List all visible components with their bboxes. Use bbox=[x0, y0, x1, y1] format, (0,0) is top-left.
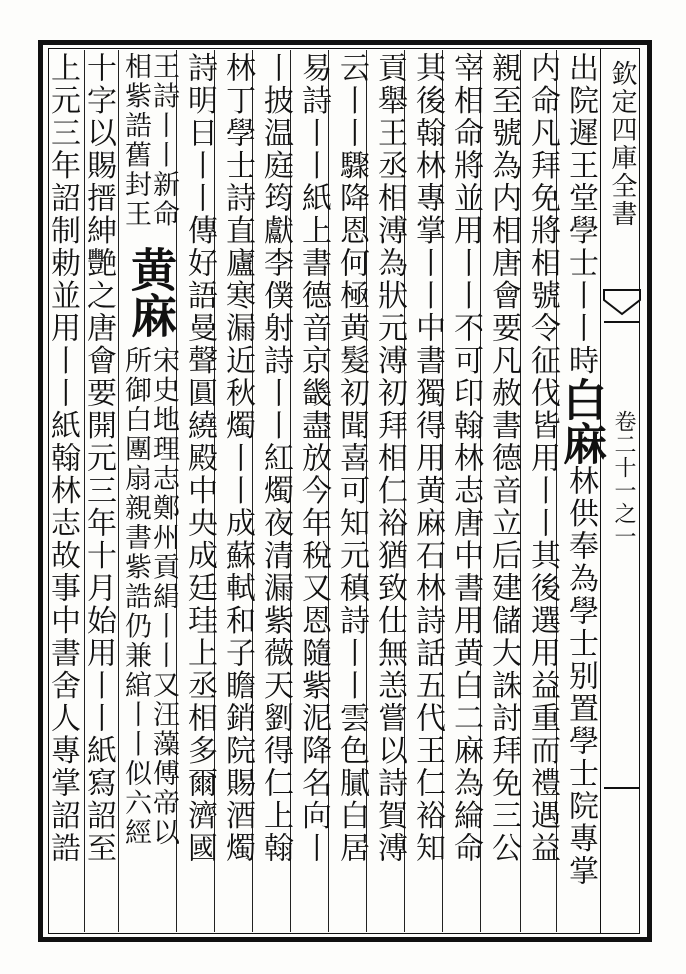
margin-book-title: 欽定四庫全書 bbox=[607, 60, 637, 228]
text-column: 王詩丨丨新命 bbox=[148, 52, 179, 229]
entry-head-word: 白麻 bbox=[555, 377, 606, 465]
margin-bottom-mark-icon bbox=[604, 784, 640, 792]
text-column: 宰相命將並用丨丨不可印翰林志唐中書用黄白二麻為綸命 bbox=[448, 52, 483, 865]
text-column: 出院遲王堂學士丨丨時白麻林供奉為學士别置學士院專掌 bbox=[555, 52, 606, 888]
text-column: 易詩丨丨紙上書德音京畿盡放今年稅又恩隨紫泥降名向丨 bbox=[296, 52, 331, 865]
text-column: 貢舉王丞相溥為狀元溥初拜相仁裕猶致仕無恙嘗以詩賀溥 bbox=[372, 52, 407, 865]
text-column: 丨披温庭筠獻李僕射詩丨丨紅燭夜清漏紫薇天劉得仁上翰 bbox=[258, 52, 293, 865]
text-column: 上元三年詔制勅並用丨丨紙翰林志故事中書舍人專掌詔誥 bbox=[45, 52, 80, 865]
text-column: 所御白團扇親書紫誥仍兼綰丨丨似六經 bbox=[120, 346, 151, 848]
text-column: 其後翰林專掌丨丨中書獨得用黄麻石林詩話五代王仁裕知 bbox=[410, 52, 445, 865]
text-column: 云丨丨驟降恩何極黄髮初聞喜可知元稹詩丨丨雲色膩白居 bbox=[334, 52, 369, 865]
text-column: 詩明日丨丨傳好語曼聲圓繞殿中央成廷珪上丞相多爾濟國 bbox=[182, 52, 217, 865]
text-column: 相紫誥舊封王 bbox=[120, 52, 151, 229]
fishtail-mark-icon bbox=[604, 286, 640, 326]
text-column: 内命凡拜免將相號令征伐皆用丨丨其後選用益重而禮遇益 bbox=[525, 52, 560, 865]
text-column: 林丁學士詩直廬寒漏近秋燭丨丨成蘇軾和子瞻銷院賜酒燭 bbox=[220, 52, 255, 865]
text-column: 十字以賜搢紳艷之唐會要開元三年十月始用丨丨紙寫詔至 bbox=[81, 52, 116, 865]
margin-volume-label: 卷二十一之一 bbox=[611, 410, 636, 548]
text-column: 宋史地理志鄭州貢絹丨丨又汪藻傅帝以 bbox=[148, 346, 179, 848]
text-column: 親至號為内相唐會要凡赦書德音立后建儲大誅討拜免三公 bbox=[486, 52, 521, 865]
entry-head-word: 黄麻 bbox=[124, 246, 178, 338]
